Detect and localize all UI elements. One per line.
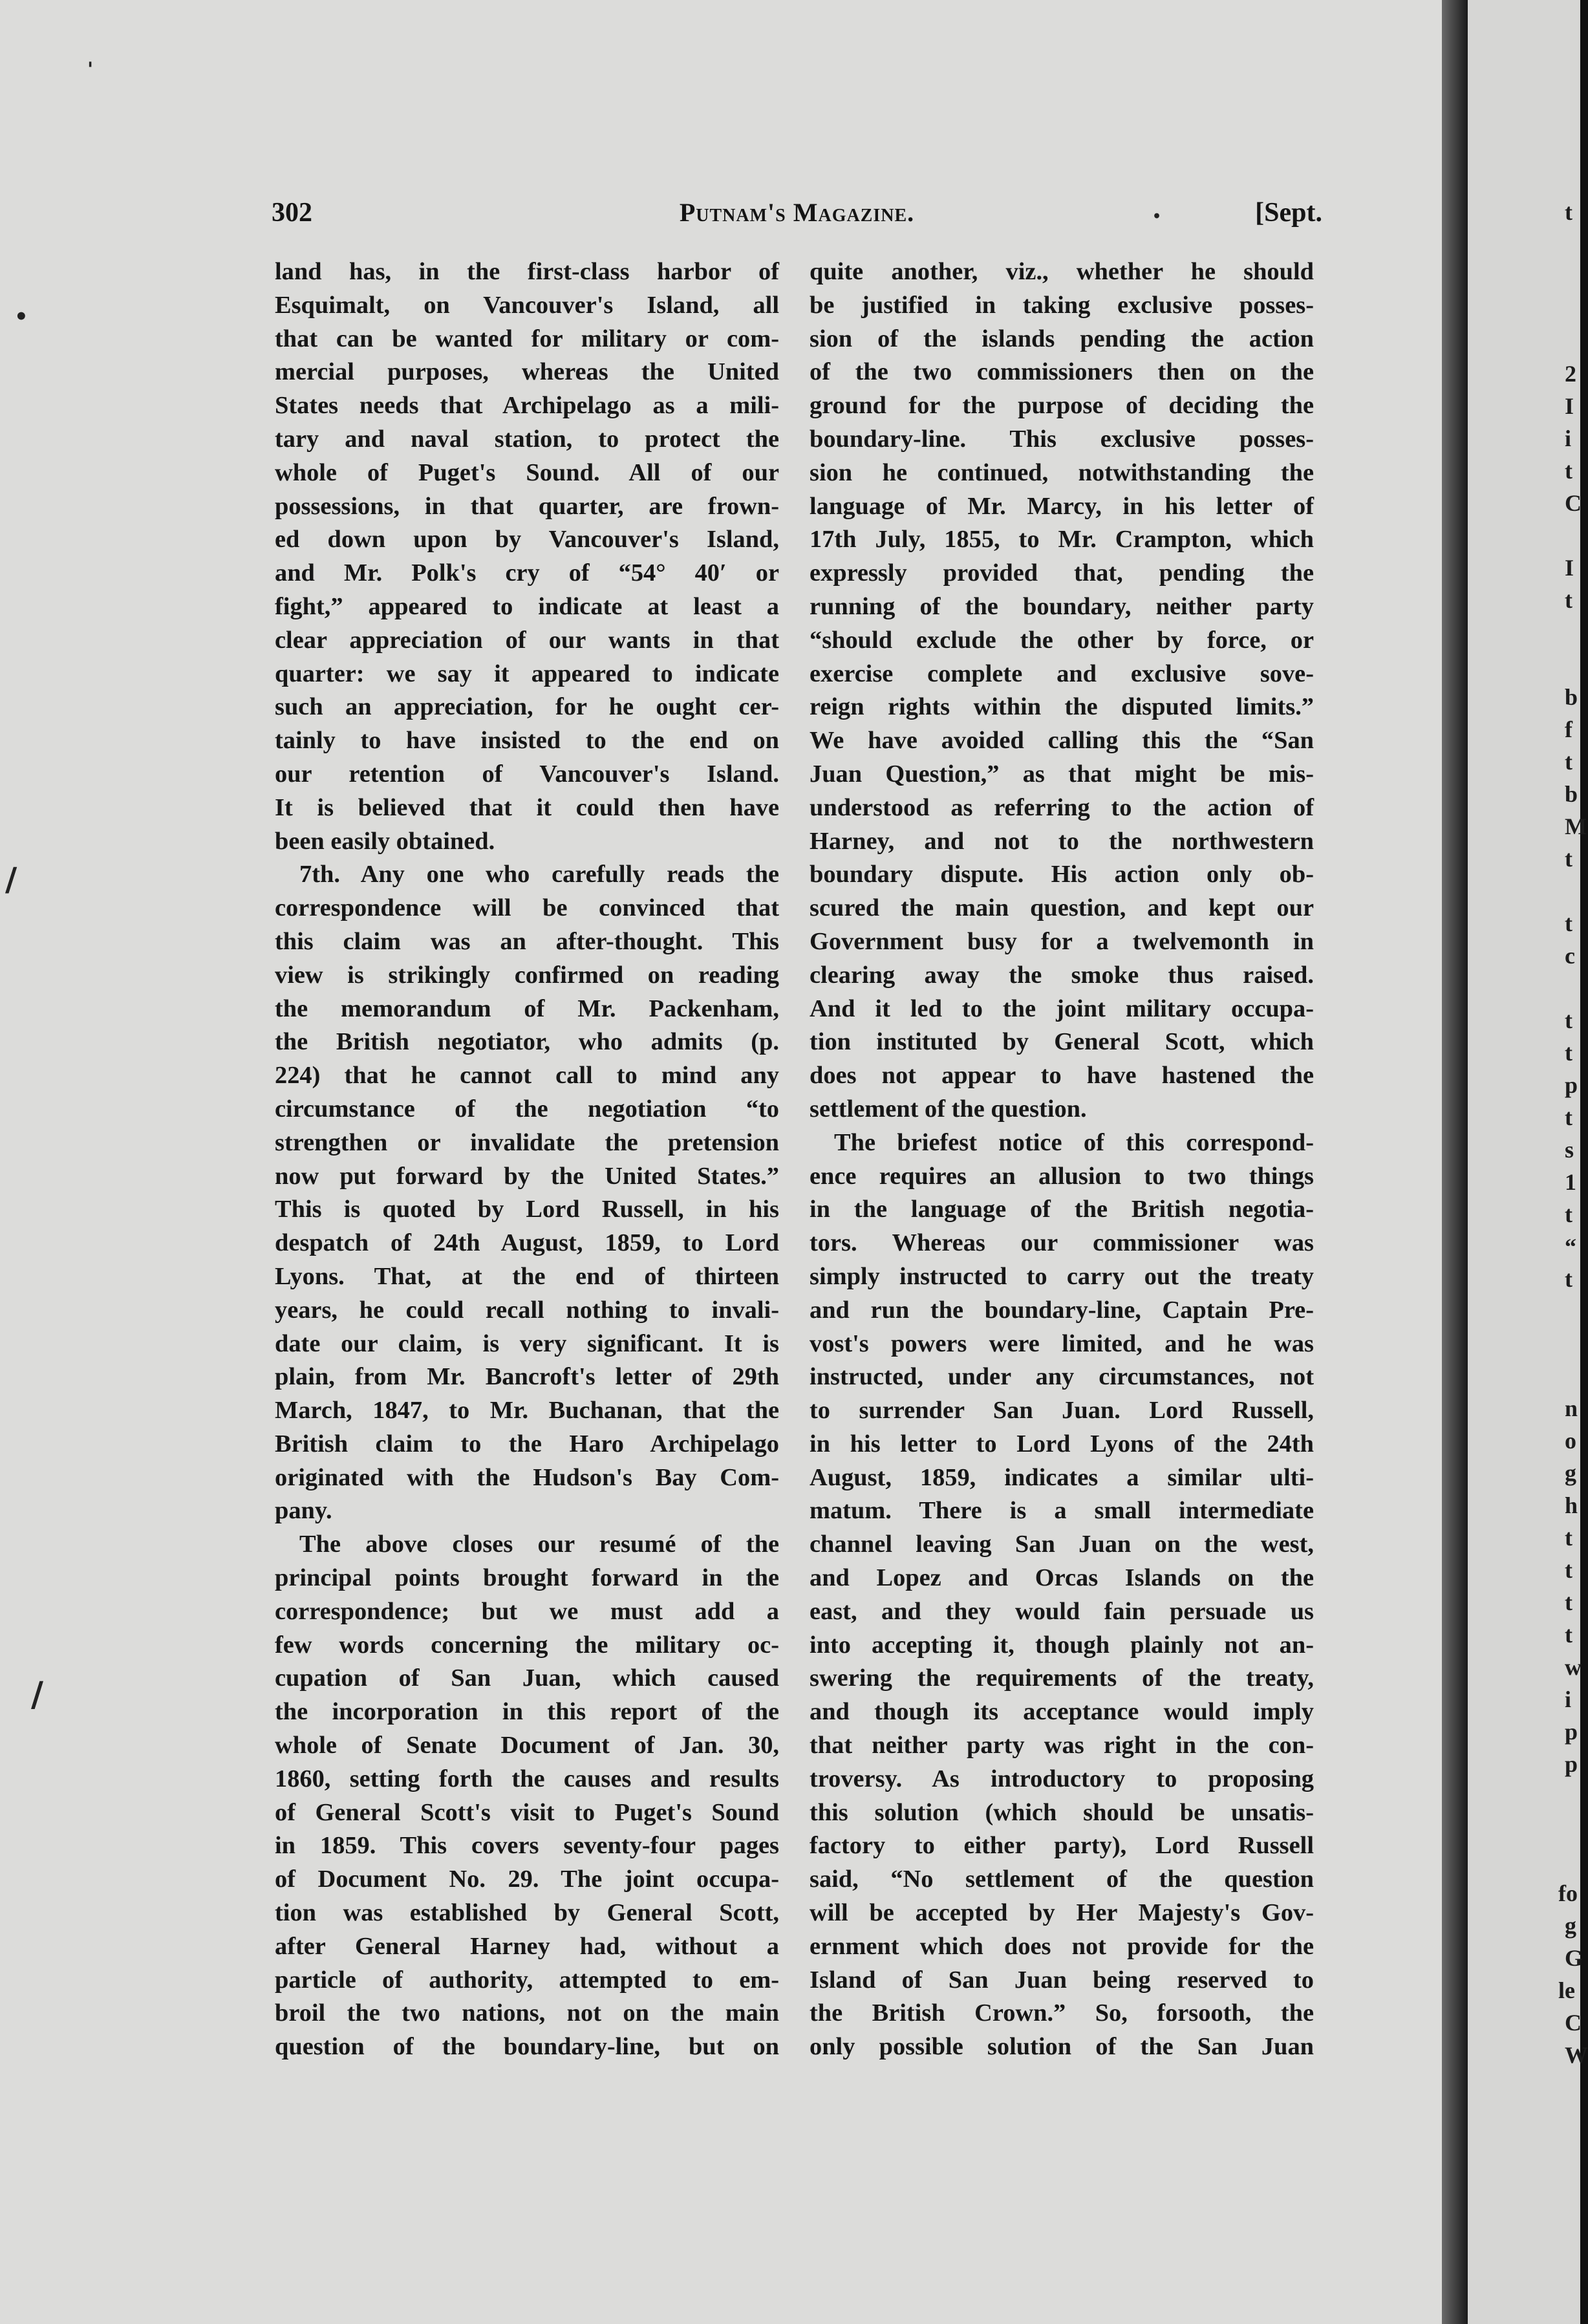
text-line: be justified in taking exclusive posses-	[810, 291, 1314, 319]
text-line: and Lopez and Orcas Islands on the	[810, 1564, 1314, 1592]
adjacent-page-fragment: le	[1558, 1977, 1575, 2003]
adjacent-page-fragment: t	[1565, 1525, 1572, 1551]
text-line: originated with the Hudson's Bay Com-	[275, 1463, 779, 1491]
adjacent-page-fragment: t	[1565, 1557, 1572, 1583]
text-line: whole of Senate Document of Jan. 30,	[275, 1732, 779, 1759]
right-text-column	[810, 255, 1314, 2064]
page-gutter	[1442, 0, 1468, 2324]
text-line: that neither party was right in the con-	[810, 1732, 1314, 1759]
text-line: Island of San Juan being reserved to	[810, 1966, 1314, 1994]
text-line: sion of the islands pending the action	[810, 325, 1314, 352]
adjacent-page-fragment: t	[1565, 458, 1572, 484]
text-line: We have avoided calling this the “San	[810, 727, 1314, 755]
adjacent-page-fragment: 2	[1565, 361, 1576, 387]
adjacent-page-fragment: t	[1565, 846, 1572, 872]
text-line: Lyons. That, at the end of thirteen	[275, 1262, 779, 1290]
text-line: ence requires an allusion to two things	[810, 1162, 1314, 1190]
adjacent-page-fragment: p	[1565, 1751, 1578, 1777]
text-line: boundary dispute. His action only ob-	[810, 861, 1314, 888]
text-line: scured the main question, and kept our	[810, 894, 1314, 922]
text-line: such an appreciation, for he ought cer-	[275, 693, 779, 721]
adjacent-page-fragment: o	[1565, 1428, 1576, 1454]
text-line: date our claim, is very significant. It is	[275, 1329, 779, 1357]
adjacent-page-fragment: s	[1565, 1137, 1574, 1163]
text-line: And it led to the joint military occupa-	[810, 995, 1314, 1022]
text-line: instructed, under any circumstances, not	[810, 1363, 1314, 1391]
text-line: broil the two nations, not on the main	[275, 1999, 779, 2027]
text-line: circumstance of the negotiation “to	[275, 1095, 779, 1123]
adjacent-page-fragment: t	[1565, 1589, 1572, 1615]
text-line: that can be wanted for military or com-	[275, 325, 779, 352]
adjacent-page-fragment: I	[1565, 555, 1574, 581]
text-line: tary and naval station, to protect the	[275, 425, 779, 453]
text-line: the memorandum of Mr. Packenham,	[275, 995, 779, 1022]
text-line: this claim was an after-thought. This	[275, 927, 779, 955]
text-line: 1860, setting forth the causes and results	[275, 1765, 779, 1792]
adjacent-page-fragment: b	[1565, 684, 1578, 710]
text-line: in 1859. This covers seventy-four pages	[275, 1832, 779, 1860]
margin-mark: /	[5, 860, 17, 898]
text-line: running of the boundary, neither party	[810, 592, 1314, 620]
text-line: “should exclude the other by force, or	[810, 626, 1314, 654]
text-line: August, 1859, indicates a similar ulti-	[810, 1463, 1314, 1491]
text-line: swering the requirements of the treaty,	[810, 1664, 1314, 1692]
text-line: exercise complete and exclusive sove-	[810, 660, 1314, 687]
text-line: The above closes our resumé of the	[299, 1531, 779, 1558]
text-line: of General Scott's visit to Puget's Sound	[275, 1798, 779, 1826]
adjacent-page-fragment: C	[1565, 490, 1582, 516]
text-line: March, 1847, to Mr. Buchanan, that the	[275, 1397, 779, 1425]
text-line: now put forward by the United States.”	[275, 1162, 779, 1190]
text-line: tors. Whereas our commissioner was	[810, 1229, 1314, 1257]
text-line: tion instituted by General Scott, which	[810, 1028, 1314, 1056]
text-line: Juan Question,” as that might be mis-	[810, 760, 1314, 788]
adjacent-page-fragment: w	[1565, 1654, 1582, 1680]
text-line: will be accepted by Her Majesty's Gov-	[810, 1899, 1314, 1927]
running-header	[272, 197, 1322, 236]
text-line: east, and they would fain persuade us	[810, 1597, 1314, 1625]
text-line: pany.	[275, 1497, 332, 1525]
adjacent-page-fragment: c	[1565, 943, 1575, 969]
text-line: land has, in the first-class harbor of	[275, 258, 779, 285]
text-line: This is quoted by Lord Russell, in his	[275, 1196, 779, 1223]
adjacent-page-fragment: t	[1565, 1104, 1572, 1130]
text-line: 224) that he cannot call to mind any	[275, 1062, 779, 1090]
text-line: Esquimalt, on Vancouver's Island, all	[275, 291, 779, 319]
text-line: settlement of the question.	[810, 1095, 1087, 1123]
text-line: and run the boundary-line, Captain Pre-	[810, 1296, 1314, 1324]
adjacent-page-fragment: i	[1565, 1686, 1572, 1712]
adjacent-page-fragment: t	[1565, 910, 1572, 936]
text-line: quarter: we say it appeared to indicate	[275, 660, 779, 687]
header-month: [Sept.	[1255, 198, 1322, 228]
text-line: Government busy for a twelvemonth in	[810, 927, 1314, 955]
margin-mark: •	[14, 304, 28, 330]
text-line: in his letter to Lord Lyons of the 24th	[810, 1430, 1314, 1458]
text-line: troversy. As introductory to proposing	[810, 1765, 1314, 1792]
text-line: Harney, and not to the northwestern	[810, 827, 1314, 855]
adjacent-page-fragment: t	[1565, 1201, 1572, 1227]
adjacent-page-fragment: I	[1565, 393, 1574, 419]
text-line: language of Mr. Marcy, in his letter of	[810, 492, 1314, 520]
text-line: matum. There is a small intermediate	[810, 1497, 1314, 1525]
adjacent-page-fragment: g	[1565, 1460, 1576, 1486]
text-line: cupation of San Juan, which caused	[275, 1664, 779, 1692]
text-line: boundary-line. This exclusive posses-	[810, 425, 1314, 453]
adjacent-page-fragment: i	[1565, 425, 1572, 451]
text-line: does not appear to have hastened the	[810, 1062, 1314, 1090]
text-line: vost's powers were limited, and he was	[810, 1329, 1314, 1357]
text-line: and though its acceptance would imply	[810, 1698, 1314, 1726]
adjacent-page-fragment: n	[1565, 1395, 1578, 1421]
text-line: expressly provided that, pending the	[810, 559, 1314, 587]
adjacent-page-fragment: p	[1565, 1072, 1578, 1098]
text-line: despatch of 24th August, 1859, to Lord	[275, 1229, 779, 1257]
text-line: sion he continued, notwithstanding the	[810, 458, 1314, 486]
adjacent-page-fragment: t	[1565, 1622, 1572, 1648]
adjacent-page-edge	[1468, 0, 1588, 2324]
text-line: been easily obtained.	[275, 827, 495, 855]
text-line: clear appreciation of our wants in that	[275, 626, 779, 654]
text-line: States needs that Archipelago as a mili-	[275, 392, 779, 420]
text-line: our retention of Vancouver's Island.	[275, 760, 779, 788]
text-line: correspondence; but we must add a	[275, 1597, 779, 1625]
text-line: the British negotiator, who admits (p.	[275, 1028, 779, 1056]
text-line: ed down upon by Vancouver's Island,	[275, 526, 779, 554]
adjacent-page-fragment: M	[1565, 813, 1587, 839]
text-line: and Mr. Polk's cry of “54° 40′ or	[275, 559, 779, 587]
adjacent-page-fragment: 1	[1565, 1169, 1576, 1195]
text-line: the British Crown.” So, forsooth, the	[810, 1999, 1314, 2027]
text-line: tainly to have insisted to the end on	[275, 727, 779, 755]
text-line: particle of authority, attempted to em-	[275, 1966, 779, 1994]
adjacent-page-fragment: t	[1565, 1007, 1572, 1033]
text-line: into accepting it, though plainly not an-	[810, 1631, 1314, 1659]
text-line: mercial purposes, whereas the United	[275, 358, 779, 386]
adjacent-page-fragment: t	[1565, 587, 1572, 613]
text-line: view is strikingly confirmed on reading	[275, 961, 779, 989]
text-line: correspondence will be convinced that	[275, 894, 779, 922]
adjacent-page-fragment: t	[1565, 1266, 1572, 1292]
text-line: tion was established by General Scott,	[275, 1899, 779, 1927]
text-line: only possible solution of the San Juan	[810, 2033, 1314, 2061]
adjacent-page-fragment: p	[1565, 1719, 1578, 1745]
text-line: The briefest notice of this correspond-	[834, 1128, 1314, 1156]
text-line: understood as referring to the action of	[810, 793, 1314, 821]
text-line: principal points brought forward in the	[275, 1564, 779, 1592]
adjacent-page-fragment: “	[1565, 1234, 1576, 1260]
text-line: of Document No. 29. The joint occupa-	[275, 1866, 779, 1893]
text-line: whole of Puget's Sound. All of our	[275, 458, 779, 486]
text-line: few words concerning the military oc-	[275, 1631, 779, 1659]
text-line: ernment which does not provide for the	[810, 1932, 1314, 1960]
adjacent-page-fragment: t	[1565, 1040, 1572, 1066]
adjacent-page-fragment: t	[1565, 199, 1572, 225]
text-line: It is believed that it could then have	[275, 793, 779, 821]
text-line: in the language of the British negotia-	[810, 1196, 1314, 1223]
adjacent-page-fragment: g	[1565, 1913, 1576, 1939]
margin-mark: /	[31, 1675, 43, 1714]
text-line: 17th July, 1855, to Mr. Crampton, which	[810, 526, 1314, 554]
text-line: of the two commissioners then on the	[810, 358, 1314, 386]
text-line: British claim to the Haro Archipelago	[275, 1430, 779, 1458]
text-line: this solution (which should be unsatis-	[810, 1798, 1314, 1826]
text-line: 7th. Any one who carefully reads the	[299, 861, 779, 888]
text-line: strengthen or invalidate the pretension	[275, 1128, 779, 1156]
adjacent-page-fragment: t	[1565, 749, 1572, 775]
text-line: factory to either party), Lord Russell	[810, 1832, 1314, 1860]
text-line: possessions, in that quarter, are frown-	[275, 492, 779, 520]
adjacent-page-fragment: h	[1565, 1492, 1578, 1518]
text-line: clearing away the smoke thus raised.	[810, 961, 1314, 989]
adjacent-page-fragment: b	[1565, 781, 1578, 807]
text-line: to surrender San Juan. Lord Russell,	[810, 1397, 1314, 1425]
text-line: quite another, viz., whether he should	[810, 258, 1314, 285]
adjacent-page-fragment: C	[1565, 2010, 1582, 2036]
text-line: said, “No settlement of the question	[810, 1866, 1314, 1893]
margin-mark: '	[87, 58, 94, 81]
adjacent-page-fragment: G	[1565, 1945, 1583, 1971]
text-line: fight,” appeared to indicate at least a	[275, 592, 779, 620]
text-line: the incorporation in this report of the	[275, 1698, 779, 1726]
running-title: Putnam's Magazine.	[679, 198, 915, 227]
text-line: reign rights within the disputed limits.”	[810, 693, 1314, 721]
margin-mark: •	[1152, 208, 1162, 225]
left-text-column	[275, 255, 779, 2064]
text-line: after General Harney had, without a	[275, 1932, 779, 1960]
text-line: years, he could recall nothing to invali-	[275, 1296, 779, 1324]
text-line: channel leaving San Juan on the west,	[810, 1531, 1314, 1558]
adjacent-page-fragment: f	[1565, 716, 1572, 742]
adjacent-page-fragment: W	[1565, 2042, 1588, 2068]
text-line: plain, from Mr. Bancroft's letter of 29th	[275, 1363, 779, 1391]
text-line: simply instructed to carry out the treaty	[810, 1262, 1314, 1290]
adjacent-page-fragment: fo	[1558, 1880, 1578, 1906]
text-line: ground for the purpose of deciding the	[810, 392, 1314, 420]
page-number: 302	[272, 198, 312, 228]
text-line: question of the boundary-line, but on	[275, 2033, 779, 2061]
